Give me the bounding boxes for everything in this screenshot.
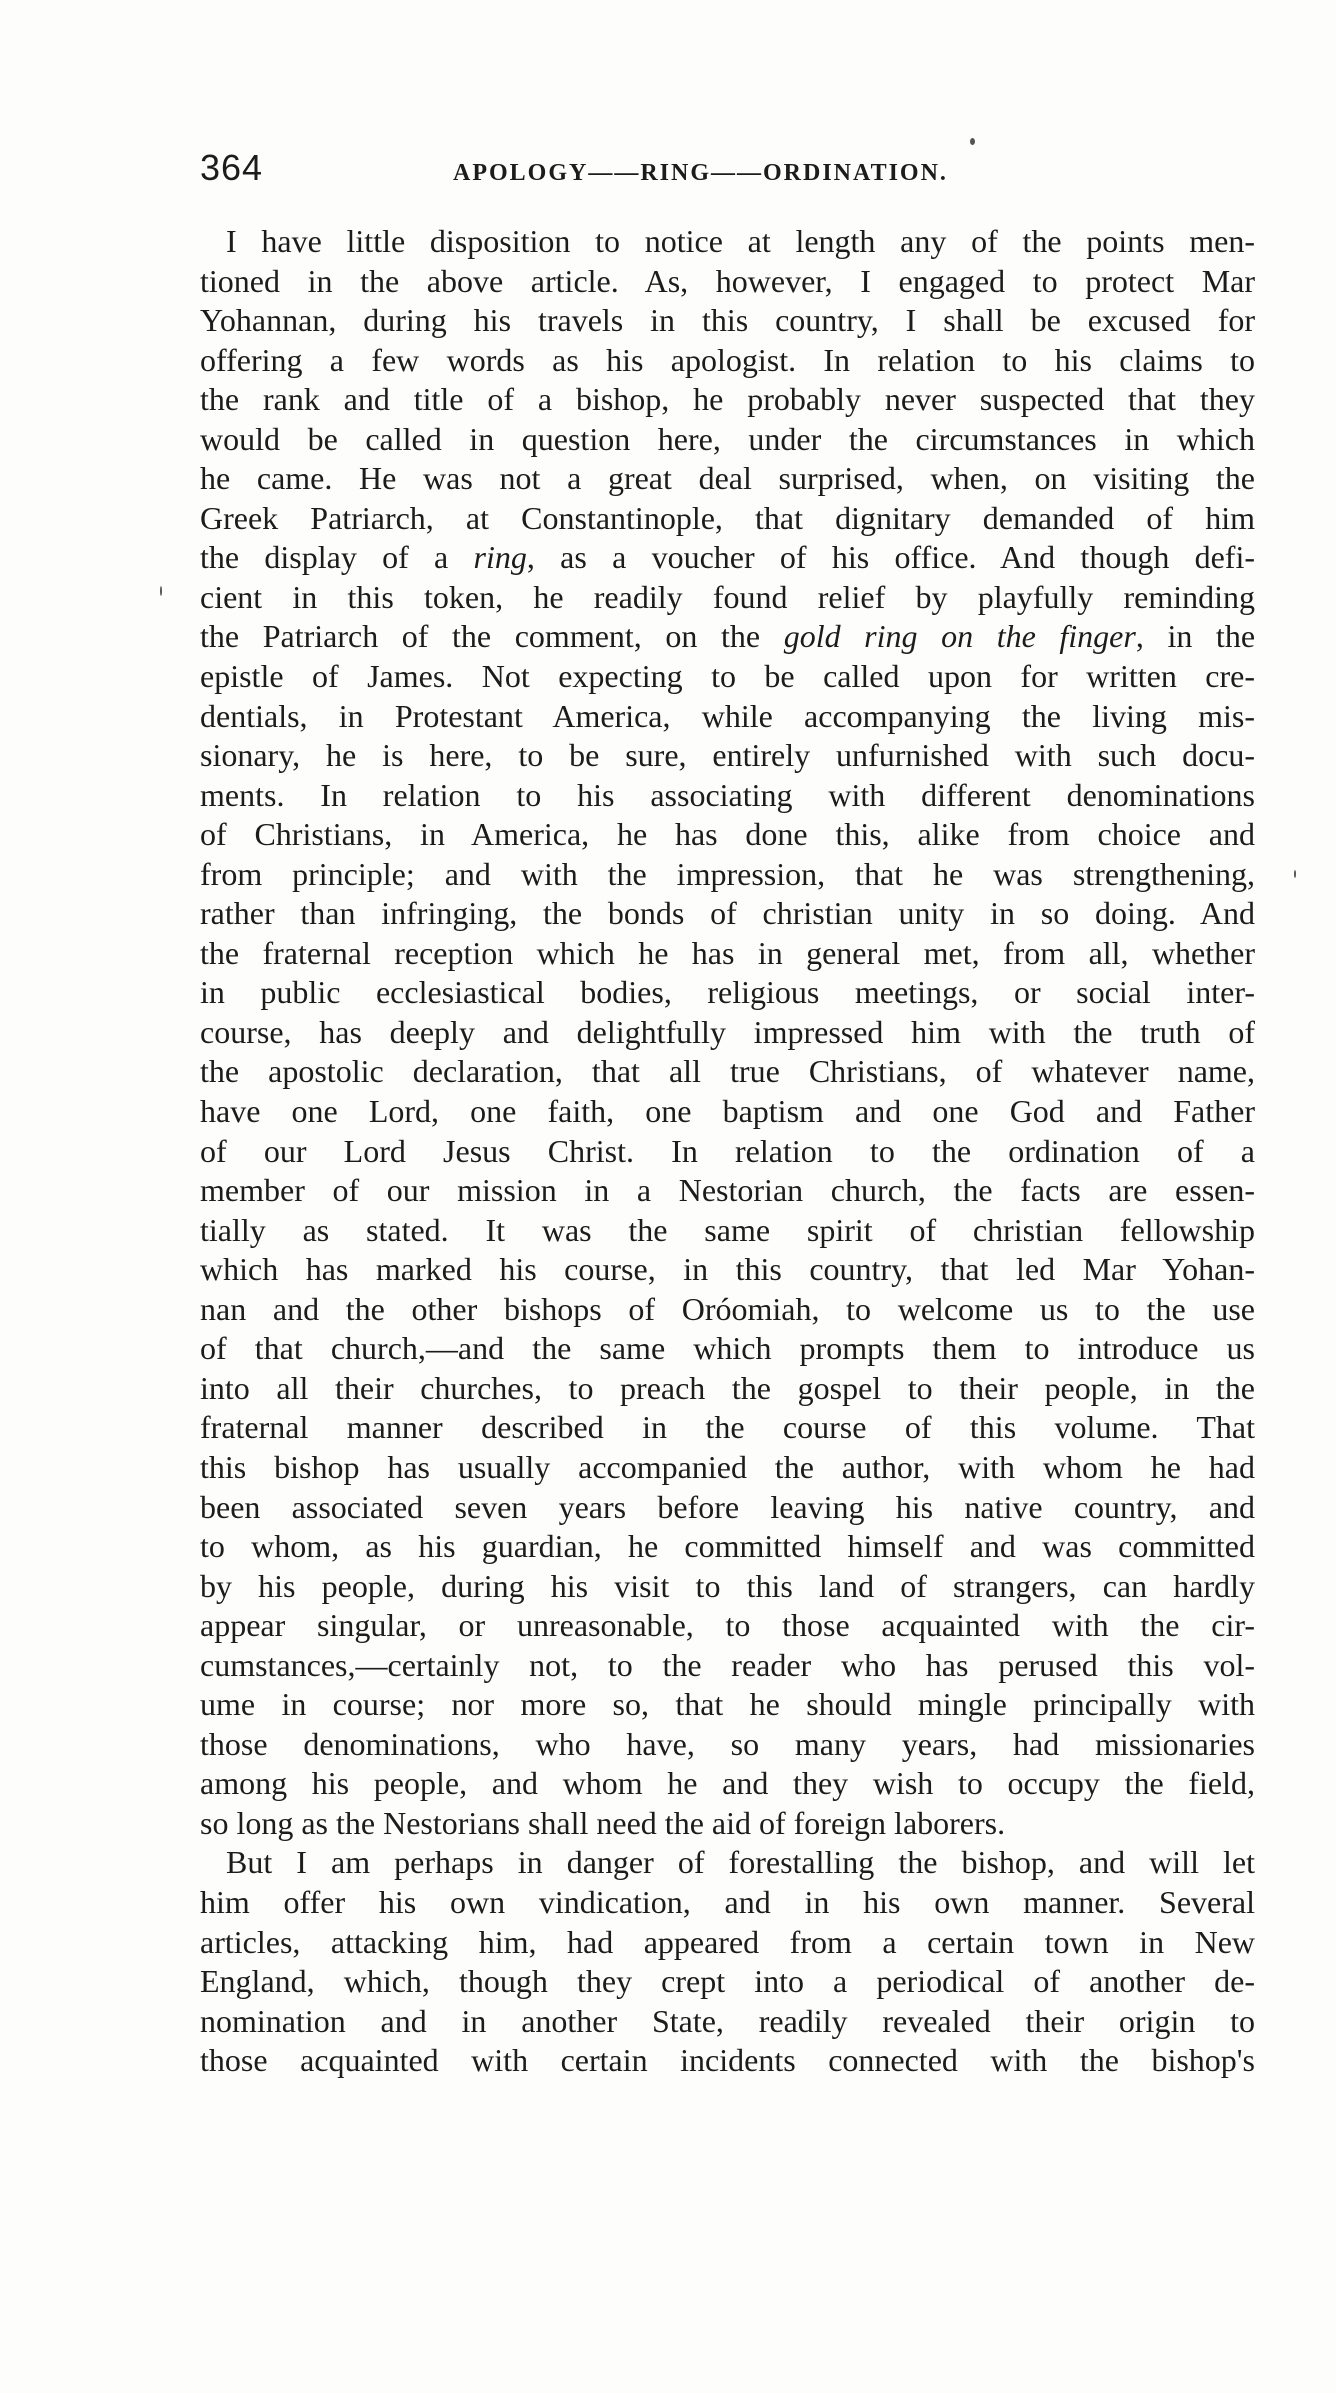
text-line: fraternal manner described in the course of this volume. That: [200, 1409, 1255, 1446]
text-line: to whom, as his guardian, he committed himself and was committed: [200, 1528, 1255, 1565]
text-line: nomination and in another State, readily revealed their origin to: [200, 2002, 1255, 2039]
text-line: course, has deeply and delightfully impressed him with the truth of: [200, 1013, 1255, 1050]
text-line: sionary, he is here, to be sure, entirely unfurnished with such docu-: [200, 737, 1255, 774]
text-line: by his people, during his visit to this land of strangers, can hardly: [200, 1567, 1255, 1604]
text-line: of that church,—and the same which prompts them to introduce us: [200, 1330, 1255, 1367]
line-segment: miah, to welcome us to the use: [747, 1290, 1255, 1327]
text-line: Yohannan, during his travels in this country, I shall be excused for: [200, 302, 1255, 339]
accented-letters: óo: [715, 1290, 748, 1327]
italic-phrase-gold-ring: gold ring on the finger: [783, 618, 1136, 655]
text-line: which has marked his course, in this country, that led Mar Yohan-: [200, 1251, 1255, 1288]
text-line: England, which, though they crept into a periodical of another de-: [200, 1963, 1255, 2000]
running-head: APOLOGY——RING——ORDINATION.: [453, 160, 948, 186]
text-line: the fraternal reception which he has in general met, from all, whether: [200, 934, 1255, 971]
text-line-with-italic: [200, 538, 1255, 578]
text-line: Greek Patriarch, at Constantinople, that dignitary demanded of him: [200, 499, 1255, 536]
line-segment: , as a voucher of his office. And though defi-: [526, 539, 1255, 576]
text-line: dentials, in Protestant America, while accompanying the living mis-: [200, 697, 1255, 734]
text-line: I have little disposition to notice at length any of the points men-: [226, 223, 1255, 259]
line-segment: nan and the other bishops of Or: [200, 1290, 716, 1327]
line-segment: the Patriarch of the comment, on the: [200, 618, 784, 655]
text-line: epistle of James. Not expecting to be called upon for written cre-: [200, 658, 1255, 695]
text-line: tioned in the above article. As, however, I engaged to protect Mar: [200, 262, 1255, 299]
text-line: those acquainted with certain incidents connected with the bishop's: [200, 2042, 1255, 2079]
text-line: he came. He was not a great deal surprised, when, on visiting the: [200, 460, 1255, 497]
text-line: him offer his own vindication, and in his own manner. Several: [200, 1883, 1255, 1920]
text-line: rather than infringing, the bonds of christian unity in so doing. And: [200, 895, 1255, 932]
text-line-with-italic: [200, 617, 1255, 657]
text-line: member of our mission in a Nestorian church, the facts are essen-: [200, 1172, 1255, 1209]
text-line: ume in course; nor more so, that he should mingle principally with: [200, 1686, 1255, 1723]
text-line: have one Lord, one faith, one baptism and one God and Father: [200, 1093, 1255, 1130]
text-line: this bishop has usually accompanied the author, with whom he had: [200, 1448, 1255, 1485]
body-text: [200, 222, 1255, 2081]
text-line: the rank and title of a bishop, he probably never suspected that they: [200, 381, 1255, 418]
print-speck: [970, 138, 975, 145]
text-line: of Christians, in America, he has done this, alike from choice and: [200, 816, 1255, 853]
text-line: among his people, and whom he and they wish to occupy the field,: [200, 1765, 1255, 1802]
text-line: articles, attacking him, had appeared from a certain town in New: [200, 1923, 1255, 1960]
text-line-with-accent: [200, 1290, 1255, 1330]
text-line: ments. In relation to his associating with different denominations: [200, 776, 1255, 813]
text-line: those denominations, who have, so many years, had missionaries: [200, 1725, 1255, 1762]
text-line: of our Lord Jesus Christ. In relation to the ordination of a: [200, 1132, 1255, 1169]
text-line: the apostolic declaration, that all true Christians, of whatever name,: [200, 1053, 1255, 1090]
print-speck: [160, 586, 162, 596]
line-segment: , in the: [1135, 618, 1255, 655]
italic-word-ring: ring: [473, 539, 527, 576]
text-line: cient in this token, he readily found relief by playfully reminding: [200, 578, 1255, 615]
text-line: would be called in question here, under the circumstances in which: [200, 420, 1255, 457]
page-number: 364: [200, 147, 264, 188]
print-speck: [1294, 870, 1296, 878]
line-segment: the display of a: [200, 539, 474, 576]
text-line: been associated seven years before leaving his native country, and: [200, 1488, 1255, 1525]
text-line: But I am perhaps in danger of forestalling the bishop, and will let: [226, 1844, 1255, 1881]
text-line: tially as stated. It was the same spirit of christian fellowship: [200, 1211, 1255, 1248]
text-line: in public ecclesiastical bodies, religious meetings, or social inter-: [200, 974, 1255, 1011]
text-line: into all their churches, to preach the gospel to their people, in the: [200, 1369, 1255, 1406]
text-line: appear singular, or unreasonable, to those acquainted with the cir-: [200, 1607, 1255, 1644]
page-header: [200, 146, 980, 196]
text-line: offering a few words as his apologist. In relation to his claims to: [200, 341, 1255, 378]
text-line: so long as the Nestorians shall need the aid of foreign laborers.: [200, 1804, 1006, 1841]
text-line: from principle; and with the impression, that he was strengthening,: [200, 855, 1255, 892]
text-line: cumstances,—certainly not, to the reader who has perused this vol-: [200, 1646, 1255, 1683]
